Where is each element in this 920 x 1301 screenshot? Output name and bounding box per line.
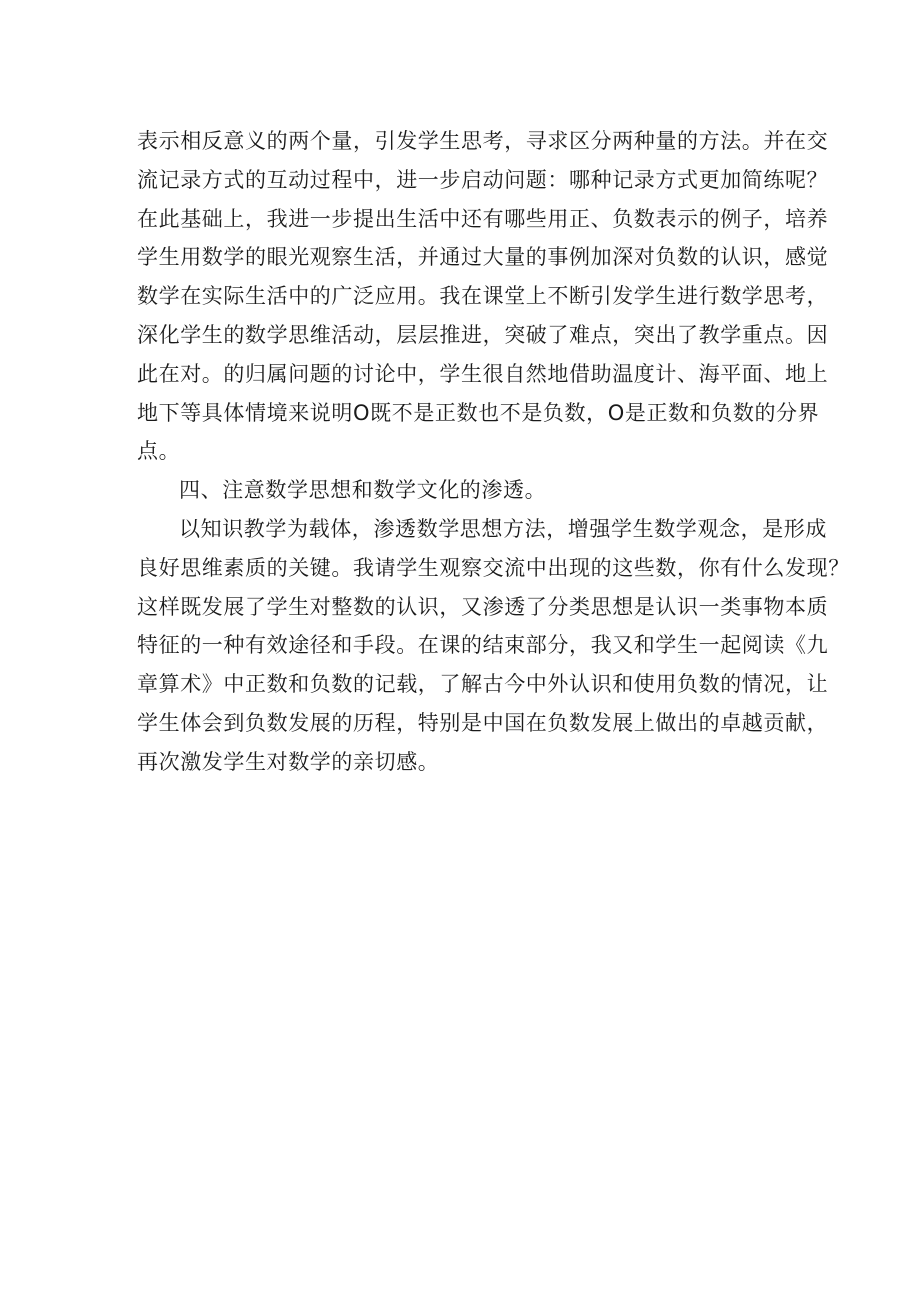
text-line: 以知识教学为载体，渗透数学思想方法，增强学生数学观念，是形成: [179, 516, 827, 541]
heading-text: 四、注意数学思想和数学文化的渗透。: [179, 478, 547, 503]
text-line: 良好思维素质的关键。我请学生观察交流中出现的这些数，你有什么发现？: [137, 555, 850, 580]
text-line: 再次激发学生对数学的亲切感。: [137, 749, 440, 774]
text-line: 学生用数学的眼光观察生活，并通过大量的事例加深对负数的认识，感觉: [137, 245, 829, 270]
text-line: 流记录方式的互动过程中，进一步启动问题：哪种记录方式更加简练呢？: [137, 167, 829, 192]
paragraph-1: [137, 122, 829, 471]
text-line: 地下等具体情境来说明O既不是正数也不是负数，O是正数和负数的分界: [137, 400, 820, 425]
text-line: 在此基础上，我进一步提出生活中还有哪些用正、负数表示的例子，培养: [137, 206, 829, 231]
text-line: 这样既发展了学生对整数的认识，又渗透了分类思想是认识一类事物本质: [137, 594, 829, 619]
text-line: 特征的一种有效途径和手段。在课的结束部分，我又和学生一起阅读《九: [137, 633, 829, 658]
text-line: 表示相反意义的两个量，引发学生思考，寻求区分两种量的方法。并在交: [137, 129, 829, 153]
text-line: 学生体会到负数发展的历程，特别是中国在负数发展上做出的卓越贡献，: [137, 710, 829, 735]
paragraph-2: [137, 510, 850, 782]
text-line: 深化学生的数学思维活动，层层推进，突破了难点，突出了教学重点。因: [137, 322, 829, 347]
text-line: 章算术》中正数和负数的记载，了解古今中外认识和使用负数的情况，让: [137, 672, 829, 697]
text-line: 点。: [137, 439, 181, 464]
document-body: [137, 122, 850, 782]
text-line: 此在对。的归属问题的讨论中，学生很自然地借助温度计、海平面、地上: [137, 361, 829, 386]
text-line: 数学在实际生活中的广泛应用。我在课堂上不断引发学生进行数学思考，: [137, 284, 829, 309]
section-heading-4: [137, 471, 797, 510]
